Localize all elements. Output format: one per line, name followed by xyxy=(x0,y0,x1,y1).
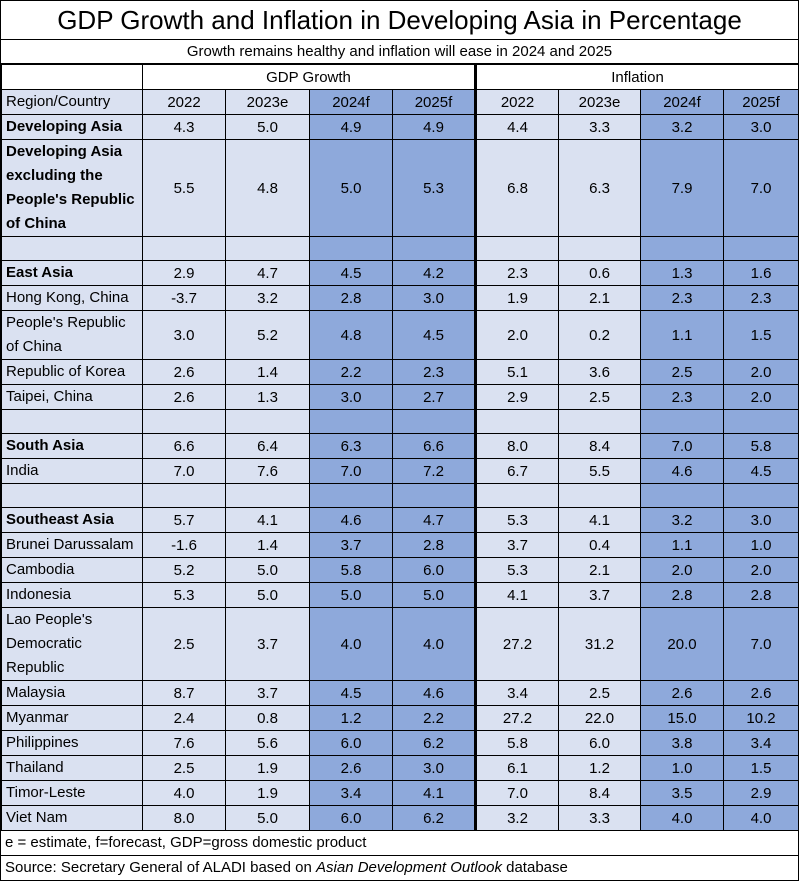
gdp-value-cell: 5.3 xyxy=(393,140,476,237)
gdp-value-cell: 3.0 xyxy=(310,385,393,410)
gdp-value-cell: 5.0 xyxy=(310,140,393,237)
table-row xyxy=(2,261,799,286)
column-header: 2023e xyxy=(226,90,310,115)
inflation-value-cell: 4.5 xyxy=(724,459,799,484)
gdp-value-cell: 5.0 xyxy=(310,583,393,608)
gdp-value-cell: 2.3 xyxy=(393,360,476,385)
table-row xyxy=(2,508,799,533)
inflation-value-cell: 3.7 xyxy=(476,533,559,558)
empty-cell xyxy=(226,410,310,434)
inflation-value-cell: 2.8 xyxy=(724,583,799,608)
region-name: Southeast Asia xyxy=(2,508,143,533)
gdp-value-cell: 5.3 xyxy=(143,583,226,608)
region-name: Indonesia xyxy=(2,583,143,608)
gdp-value-cell: 3.0 xyxy=(393,286,476,311)
empty-cell xyxy=(476,484,559,508)
table-row xyxy=(2,533,799,558)
empty-cell xyxy=(724,237,799,261)
inflation-value-cell: 7.9 xyxy=(641,140,724,237)
column-header: Region/Country xyxy=(2,90,143,115)
inflation-value-cell: 2.3 xyxy=(641,286,724,311)
inflation-value-cell: 3.3 xyxy=(559,115,641,140)
table-row xyxy=(2,434,799,459)
empty-cell xyxy=(2,410,143,434)
gdp-value-cell: 2.6 xyxy=(310,756,393,781)
inflation-value-cell: 2.5 xyxy=(641,360,724,385)
gdp-value-cell: 5.8 xyxy=(310,558,393,583)
gdp-value-cell: 5.6 xyxy=(226,731,310,756)
inflation-value-cell: 2.0 xyxy=(641,558,724,583)
gdp-value-cell: 7.0 xyxy=(310,459,393,484)
inflation-value-cell: 3.0 xyxy=(724,115,799,140)
region-name: Malaysia xyxy=(2,681,143,706)
gdp-value-cell: 2.6 xyxy=(143,385,226,410)
inflation-value-cell: 3.2 xyxy=(641,115,724,140)
inflation-value-cell: 1.5 xyxy=(724,756,799,781)
inflation-value-cell: 27.2 xyxy=(476,706,559,731)
page-subtitle: Growth remains healthy and inflation will ease in 2024 and 2025 xyxy=(1,40,798,64)
gdp-value-cell: -3.7 xyxy=(143,286,226,311)
gdp-value-cell: 7.6 xyxy=(226,459,310,484)
gdp-value-cell: 5.0 xyxy=(226,583,310,608)
inflation-value-cell: 1.1 xyxy=(641,311,724,360)
empty-cell xyxy=(310,237,393,261)
empty-cell xyxy=(559,237,641,261)
empty-cell xyxy=(559,410,641,434)
table-row xyxy=(2,140,799,237)
table-row xyxy=(2,608,799,681)
inflation-value-cell: 8.4 xyxy=(559,434,641,459)
inflation-value-cell: 31.2 xyxy=(559,608,641,681)
region-name: East Asia xyxy=(2,261,143,286)
inflation-value-cell: 8.4 xyxy=(559,781,641,806)
gdp-value-cell: 4.3 xyxy=(143,115,226,140)
empty-cell xyxy=(641,237,724,261)
empty-cell xyxy=(393,410,476,434)
gdp-value-cell: 3.0 xyxy=(143,311,226,360)
region-name: Philippines xyxy=(2,731,143,756)
region-name: Taipei, China xyxy=(2,385,143,410)
column-header: 2025f xyxy=(724,90,799,115)
table-row xyxy=(2,459,799,484)
inflation-value-cell: 3.4 xyxy=(476,681,559,706)
gdp-value-cell: 5.7 xyxy=(143,508,226,533)
inflation-value-cell: 2.5 xyxy=(559,385,641,410)
column-header-row xyxy=(2,90,799,115)
region-name: Thailand xyxy=(2,756,143,781)
gdp-value-cell: 3.7 xyxy=(226,681,310,706)
inflation-value-cell: 2.9 xyxy=(476,385,559,410)
inflation-value-cell: 6.7 xyxy=(476,459,559,484)
inflation-value-cell: 3.5 xyxy=(641,781,724,806)
inflation-value-cell: 2.0 xyxy=(476,311,559,360)
empty-cell xyxy=(559,484,641,508)
source-suffix: database xyxy=(501,859,568,876)
inflation-value-cell: 2.3 xyxy=(476,261,559,286)
inflation-value-cell: 4.6 xyxy=(641,459,724,484)
gdp-value-cell: 4.9 xyxy=(393,115,476,140)
gdp-value-cell: 4.5 xyxy=(310,681,393,706)
table-row xyxy=(2,286,799,311)
inflation-value-cell: 2.0 xyxy=(724,558,799,583)
inflation-value-cell: 1.6 xyxy=(724,261,799,286)
inflation-value-cell: 10.2 xyxy=(724,706,799,731)
gdp-value-cell: 4.6 xyxy=(393,681,476,706)
gdp-value-cell: 2.4 xyxy=(143,706,226,731)
inflation-value-cell: 3.0 xyxy=(724,508,799,533)
gdp-value-cell: 7.6 xyxy=(143,731,226,756)
gdp-value-cell: 2.8 xyxy=(310,286,393,311)
inflation-value-cell: 8.0 xyxy=(476,434,559,459)
region-name: People's Republic of China xyxy=(2,311,143,360)
gdp-value-cell: 4.7 xyxy=(393,508,476,533)
inflation-value-cell: 22.0 xyxy=(559,706,641,731)
table-row xyxy=(2,806,799,831)
empty-cell xyxy=(476,237,559,261)
gdp-value-cell: 4.0 xyxy=(393,608,476,681)
inflation-value-cell: 0.4 xyxy=(559,533,641,558)
gdp-value-cell: 2.9 xyxy=(143,261,226,286)
gdp-value-cell: 4.7 xyxy=(226,261,310,286)
empty-cell xyxy=(2,237,143,261)
inflation-value-cell: 7.0 xyxy=(641,434,724,459)
gdp-value-cell: -1.6 xyxy=(143,533,226,558)
empty-cell xyxy=(226,484,310,508)
inflation-value-cell: 3.2 xyxy=(641,508,724,533)
source-italic: Asian Development Outlook xyxy=(316,859,502,876)
inflation-value-cell: 15.0 xyxy=(641,706,724,731)
column-header: 2022 xyxy=(143,90,226,115)
empty-cell xyxy=(143,484,226,508)
empty-cell xyxy=(310,410,393,434)
spacer-row xyxy=(2,484,799,508)
table-row xyxy=(2,681,799,706)
gdp-value-cell: 3.7 xyxy=(226,608,310,681)
empty-cell xyxy=(724,410,799,434)
empty-cell xyxy=(143,410,226,434)
table-row xyxy=(2,706,799,731)
inflation-value-cell: 4.0 xyxy=(641,806,724,831)
column-header: 2022 xyxy=(476,90,559,115)
inflation-value-cell: 0.2 xyxy=(559,311,641,360)
inflation-value-cell: 5.3 xyxy=(476,558,559,583)
gdp-value-cell: 6.0 xyxy=(310,806,393,831)
inflation-value-cell: 7.0 xyxy=(476,781,559,806)
table-row xyxy=(2,115,799,140)
inflation-value-cell: 2.5 xyxy=(559,681,641,706)
empty-cell xyxy=(641,484,724,508)
column-header: 2025f xyxy=(393,90,476,115)
gdp-value-cell: 4.1 xyxy=(393,781,476,806)
inflation-value-cell: 6.8 xyxy=(476,140,559,237)
inflation-value-cell: 2.6 xyxy=(724,681,799,706)
inflation-value-cell: 7.0 xyxy=(724,608,799,681)
inflation-value-cell: 0.6 xyxy=(559,261,641,286)
inflation-value-cell: 2.3 xyxy=(724,286,799,311)
inflation-value-cell: 6.0 xyxy=(559,731,641,756)
gdp-value-cell: 6.6 xyxy=(393,434,476,459)
gdp-value-cell: 6.6 xyxy=(143,434,226,459)
gdp-value-cell: 5.0 xyxy=(226,558,310,583)
inflation-value-cell: 5.1 xyxy=(476,360,559,385)
gdp-value-cell: 4.8 xyxy=(226,140,310,237)
inflation-value-cell: 4.1 xyxy=(476,583,559,608)
table-row xyxy=(2,781,799,806)
inflation-value-cell: 5.3 xyxy=(476,508,559,533)
source-prefix: Source: Secretary General of ALADI based on xyxy=(5,859,317,876)
inflation-value-cell: 6.1 xyxy=(476,756,559,781)
gdp-value-cell: 1.9 xyxy=(226,781,310,806)
empty-cell xyxy=(143,237,226,261)
region-name: Myanmar xyxy=(2,706,143,731)
region-name: Timor-Leste xyxy=(2,781,143,806)
gdp-value-cell: 7.2 xyxy=(393,459,476,484)
gdp-value-cell: 8.7 xyxy=(143,681,226,706)
group-header-blank xyxy=(2,65,143,90)
empty-cell xyxy=(310,484,393,508)
source-note xyxy=(1,856,798,880)
gdp-value-cell: 2.6 xyxy=(143,360,226,385)
table-row xyxy=(2,385,799,410)
gdp-value-cell: 4.5 xyxy=(393,311,476,360)
empty-cell xyxy=(226,237,310,261)
table-row xyxy=(2,583,799,608)
region-name: Viet Nam xyxy=(2,806,143,831)
page-title: GDP Growth and Inflation in Developing Asia in Percentage xyxy=(1,1,798,40)
region-name: India xyxy=(2,459,143,484)
region-name: Developing Asia xyxy=(2,115,143,140)
table-row xyxy=(2,731,799,756)
gdp-value-cell: 1.3 xyxy=(226,385,310,410)
region-name: Developing Asia excluding the People's Republic of China xyxy=(2,140,143,237)
gdp-value-cell: 2.8 xyxy=(393,533,476,558)
inflation-value-cell: 3.3 xyxy=(559,806,641,831)
gdp-value-cell: 0.8 xyxy=(226,706,310,731)
empty-cell xyxy=(2,484,143,508)
gdp-value-cell: 1.4 xyxy=(226,533,310,558)
gdp-value-cell: 8.0 xyxy=(143,806,226,831)
gdp-value-cell: 2.2 xyxy=(393,706,476,731)
gdp-value-cell: 6.2 xyxy=(393,731,476,756)
inflation-value-cell: 1.1 xyxy=(641,533,724,558)
empty-cell xyxy=(393,237,476,261)
inflation-value-cell: 5.5 xyxy=(559,459,641,484)
inflation-value-cell: 6.3 xyxy=(559,140,641,237)
gdp-value-cell: 5.0 xyxy=(226,806,310,831)
table-row xyxy=(2,360,799,385)
region-name: Hong Kong, China xyxy=(2,286,143,311)
gdp-value-cell: 1.2 xyxy=(310,706,393,731)
inflation-value-cell: 20.0 xyxy=(641,608,724,681)
gdp-growth-header: GDP Growth xyxy=(143,65,476,90)
inflation-value-cell: 1.3 xyxy=(641,261,724,286)
table-row xyxy=(2,756,799,781)
gdp-value-cell: 1.4 xyxy=(226,360,310,385)
table-row xyxy=(2,311,799,360)
inflation-value-cell: 1.2 xyxy=(559,756,641,781)
column-header: 2024f xyxy=(641,90,724,115)
inflation-value-cell: 3.6 xyxy=(559,360,641,385)
region-name: Republic of Korea xyxy=(2,360,143,385)
gdp-value-cell: 3.7 xyxy=(310,533,393,558)
spacer-row xyxy=(2,410,799,434)
inflation-value-cell: 4.4 xyxy=(476,115,559,140)
gdp-value-cell: 6.0 xyxy=(310,731,393,756)
footnote: e = estimate, f=forecast, GDP=gross domestic product xyxy=(1,831,798,856)
gdp-value-cell: 6.3 xyxy=(310,434,393,459)
inflation-value-cell: 3.2 xyxy=(476,806,559,831)
gdp-value-cell: 6.0 xyxy=(393,558,476,583)
inflation-value-cell: 5.8 xyxy=(476,731,559,756)
empty-cell xyxy=(393,484,476,508)
inflation-value-cell: 2.1 xyxy=(559,286,641,311)
gdp-value-cell: 4.1 xyxy=(226,508,310,533)
inflation-value-cell: 2.0 xyxy=(724,385,799,410)
gdp-value-cell: 4.5 xyxy=(310,261,393,286)
region-name: South Asia xyxy=(2,434,143,459)
inflation-value-cell: 1.0 xyxy=(641,756,724,781)
inflation-value-cell: 2.1 xyxy=(559,558,641,583)
gdp-value-cell: 5.0 xyxy=(393,583,476,608)
gdp-value-cell: 3.2 xyxy=(226,286,310,311)
column-header: 2024f xyxy=(310,90,393,115)
gdp-value-cell: 5.2 xyxy=(226,311,310,360)
inflation-value-cell: 2.9 xyxy=(724,781,799,806)
gdp-value-cell: 6.2 xyxy=(393,806,476,831)
inflation-value-cell: 2.3 xyxy=(641,385,724,410)
gdp-value-cell: 2.5 xyxy=(143,608,226,681)
gdp-value-cell: 5.2 xyxy=(143,558,226,583)
gdp-value-cell: 7.0 xyxy=(143,459,226,484)
group-header-row xyxy=(2,65,799,90)
gdp-value-cell: 3.0 xyxy=(393,756,476,781)
gdp-value-cell: 4.2 xyxy=(393,261,476,286)
inflation-value-cell: 4.1 xyxy=(559,508,641,533)
region-name: Lao People's Democratic Republic xyxy=(2,608,143,681)
gdp-value-cell: 4.9 xyxy=(310,115,393,140)
inflation-value-cell: 1.0 xyxy=(724,533,799,558)
gdp-value-cell: 4.8 xyxy=(310,311,393,360)
gdp-value-cell: 2.7 xyxy=(393,385,476,410)
gdp-value-cell: 2.2 xyxy=(310,360,393,385)
gdp-value-cell: 5.0 xyxy=(226,115,310,140)
region-name: Cambodia xyxy=(2,558,143,583)
spacer-row xyxy=(2,237,799,261)
inflation-value-cell: 3.8 xyxy=(641,731,724,756)
gdp-value-cell: 1.9 xyxy=(226,756,310,781)
gdp-value-cell: 4.0 xyxy=(143,781,226,806)
gdp-value-cell: 3.4 xyxy=(310,781,393,806)
inflation-value-cell: 27.2 xyxy=(476,608,559,681)
inflation-value-cell: 3.7 xyxy=(559,583,641,608)
empty-cell xyxy=(476,410,559,434)
gdp-value-cell: 6.4 xyxy=(226,434,310,459)
gdp-value-cell: 5.5 xyxy=(143,140,226,237)
table-row xyxy=(2,558,799,583)
inflation-value-cell: 2.0 xyxy=(724,360,799,385)
inflation-value-cell: 1.9 xyxy=(476,286,559,311)
gdp-value-cell: 4.6 xyxy=(310,508,393,533)
empty-cell xyxy=(641,410,724,434)
empty-cell xyxy=(724,484,799,508)
column-header: 2023e xyxy=(559,90,641,115)
inflation-value-cell: 7.0 xyxy=(724,140,799,237)
inflation-header: Inflation xyxy=(476,65,799,90)
gdp-value-cell: 4.0 xyxy=(310,608,393,681)
inflation-value-cell: 5.8 xyxy=(724,434,799,459)
inflation-value-cell: 1.5 xyxy=(724,311,799,360)
inflation-value-cell: 4.0 xyxy=(724,806,799,831)
gdp-value-cell: 2.5 xyxy=(143,756,226,781)
region-name: Brunei Darussalam xyxy=(2,533,143,558)
inflation-value-cell: 3.4 xyxy=(724,731,799,756)
inflation-value-cell: 2.8 xyxy=(641,583,724,608)
inflation-value-cell: 2.6 xyxy=(641,681,724,706)
data-table xyxy=(1,64,799,831)
